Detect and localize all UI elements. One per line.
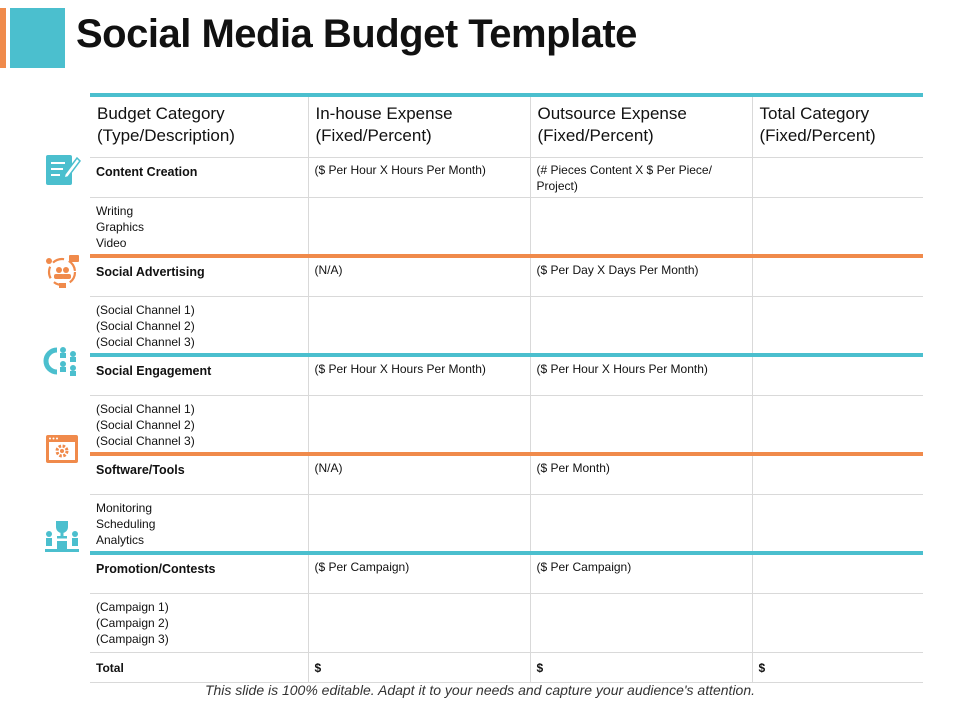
total-label: Total bbox=[90, 652, 308, 682]
empty-cell bbox=[752, 494, 923, 553]
empty-cell bbox=[752, 197, 923, 256]
total-row bbox=[90, 652, 923, 682]
empty-cell bbox=[308, 593, 530, 652]
inhouse-cell: (N/A) bbox=[308, 454, 530, 494]
items-cell: Writing Graphics Video bbox=[90, 197, 308, 256]
category-cell: Promotion/Contests bbox=[90, 553, 308, 593]
items-cell: (Campaign 1) (Campaign 2) (Campaign 3) bbox=[90, 593, 308, 652]
budget-table bbox=[90, 93, 923, 683]
items-cell: (Social Channel 1) (Social Channel 2) (Social Channel 3) bbox=[90, 296, 308, 355]
inhouse-cell: ($ Per Hour X Hours Per Month) bbox=[308, 157, 530, 197]
empty-cell bbox=[530, 395, 752, 454]
edit-document-icon bbox=[43, 150, 81, 188]
social-advertising-icon bbox=[43, 252, 81, 290]
items-cell: Monitoring Scheduling Analytics bbox=[90, 494, 308, 553]
title-accent-orange bbox=[0, 8, 6, 68]
table-row bbox=[90, 494, 923, 553]
table-row bbox=[90, 355, 923, 395]
outsource-cell: ($ Per Hour X Hours Per Month) bbox=[530, 355, 752, 395]
table-header-row bbox=[90, 95, 923, 157]
engagement-network-icon bbox=[43, 342, 81, 380]
page-title: Social Media Budget Template bbox=[76, 12, 637, 56]
header-inhouse-expense: In-house Expense (Fixed/Percent) bbox=[308, 95, 530, 157]
empty-cell bbox=[752, 296, 923, 355]
empty-cell bbox=[308, 296, 530, 355]
empty-cell bbox=[530, 494, 752, 553]
empty-cell bbox=[530, 197, 752, 256]
items-cell: (Social Channel 1) (Social Channel 2) (Social Channel 3) bbox=[90, 395, 308, 454]
title-accent-teal bbox=[10, 8, 65, 68]
total-inhouse: $ bbox=[308, 652, 530, 682]
table-row bbox=[90, 197, 923, 256]
total-cell bbox=[752, 454, 923, 494]
category-cell: Software/Tools bbox=[90, 454, 308, 494]
table-row bbox=[90, 256, 923, 296]
category-cell: Social Engagement bbox=[90, 355, 308, 395]
outsource-cell: ($ Per Day X Days Per Month) bbox=[530, 256, 752, 296]
empty-cell bbox=[308, 197, 530, 256]
inhouse-cell: ($ Per Campaign) bbox=[308, 553, 530, 593]
empty-cell bbox=[308, 494, 530, 553]
empty-cell bbox=[530, 593, 752, 652]
table-row bbox=[90, 454, 923, 494]
total-cell bbox=[752, 355, 923, 395]
empty-cell bbox=[530, 296, 752, 355]
table-row bbox=[90, 395, 923, 454]
total-cell bbox=[752, 553, 923, 593]
table-row bbox=[90, 296, 923, 355]
category-cell: Content Creation bbox=[90, 157, 308, 197]
table-row bbox=[90, 593, 923, 652]
footer-note: This slide is 100% editable. Adapt it to your needs and capture your audience's attention. bbox=[204, 682, 756, 698]
header-budget-category: Budget Category (Type/Description) bbox=[90, 95, 308, 157]
total-outsource: $ bbox=[530, 652, 752, 682]
header-outsource-expense: Outsource Expense (Fixed/Percent) bbox=[530, 95, 752, 157]
total-total: $ bbox=[752, 652, 923, 682]
total-cell bbox=[752, 256, 923, 296]
trophy-team-icon bbox=[43, 518, 81, 556]
outsource-cell: (# Pieces Content X $ Per Piece/ Project) bbox=[530, 157, 752, 197]
total-cell bbox=[752, 157, 923, 197]
outsource-cell: ($ Per Month) bbox=[530, 454, 752, 494]
inhouse-cell: (N/A) bbox=[308, 256, 530, 296]
table-row bbox=[90, 157, 923, 197]
empty-cell bbox=[752, 593, 923, 652]
header-total-category: Total Category (Fixed/Percent) bbox=[752, 95, 923, 157]
empty-cell bbox=[752, 395, 923, 454]
category-cell: Social Advertising bbox=[90, 256, 308, 296]
inhouse-cell: ($ Per Hour X Hours Per Month) bbox=[308, 355, 530, 395]
outsource-cell: ($ Per Campaign) bbox=[530, 553, 752, 593]
empty-cell bbox=[308, 395, 530, 454]
table-row bbox=[90, 553, 923, 593]
browser-settings-icon bbox=[43, 430, 81, 468]
